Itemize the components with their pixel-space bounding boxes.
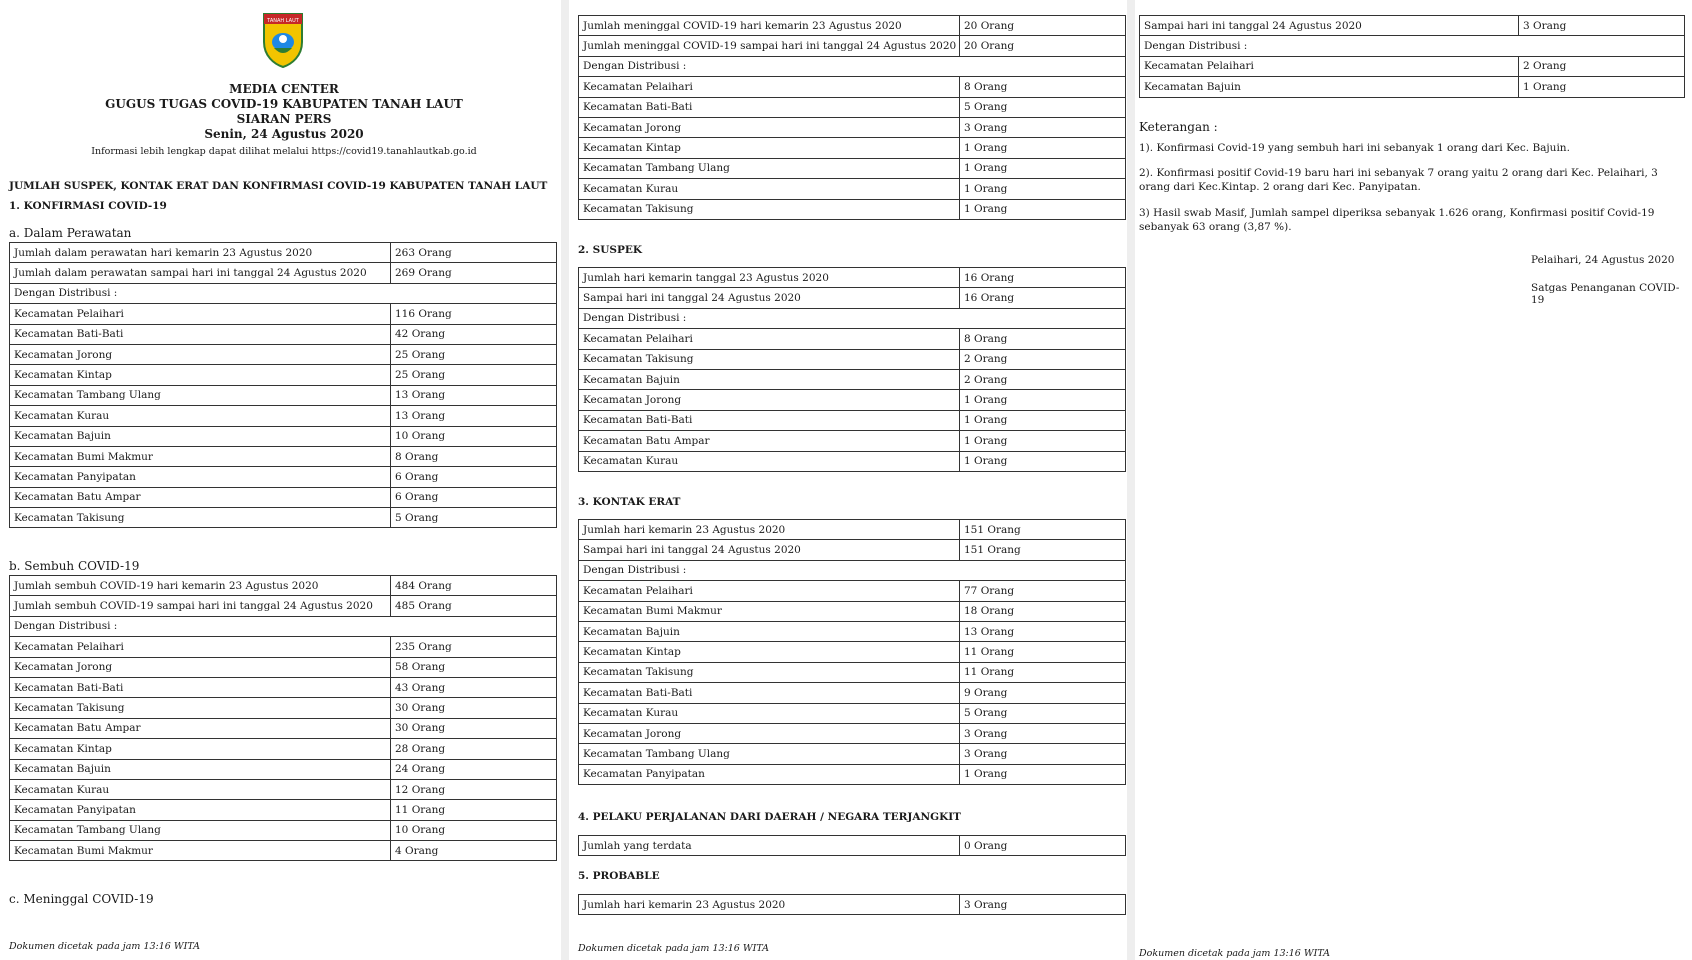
distribution-label: Dengan Distribusi : (579, 308, 1126, 328)
row-value: 484 Orang (391, 576, 557, 596)
subsection-b-title: b. Sembuh COVID-19 (9, 559, 140, 573)
header-line-siaran-pers: SIARAN PERS (236, 112, 332, 126)
table-suspek (578, 267, 1126, 472)
row-label: Kecamatan Pelaihari (10, 304, 391, 324)
row-value: 263 Orang (391, 243, 557, 263)
row-label: Kecamatan Jorong (579, 117, 960, 137)
table-row (10, 467, 557, 487)
table-row (10, 283, 557, 303)
table-row (10, 385, 557, 405)
row-label: Sampai hari ini tanggal 24 Agustus 2020 (579, 540, 960, 560)
row-label: Kecamatan Jorong (10, 344, 391, 364)
row-value: 269 Orang (391, 263, 557, 283)
row-label: Kecamatan Pelaihari (1140, 56, 1519, 76)
section-3-title: 3. KONTAK ERAT (578, 496, 681, 508)
row-value: 116 Orang (391, 304, 557, 324)
table-row (579, 158, 1126, 178)
row-label: Jumlah meninggal COVID-19 sampai hari ini tanggal 24 Agustus 2020 (579, 36, 960, 56)
keterangan-note-1: 1). Konfirmasi Covid-19 yang sembuh hari ini sebanyak 1 orang dari Kec. Bajuin. (1139, 142, 1570, 154)
distribution-label: Dengan Distribusi : (10, 283, 557, 303)
row-label: Jumlah sembuh COVID-19 sampai hari ini tanggal 24 Agustus 2020 (10, 596, 391, 616)
table-row (1140, 16, 1685, 36)
table-row (579, 179, 1126, 199)
row-label: Jumlah meninggal COVID-19 hari kemarin 23 Agustus 2020 (579, 16, 960, 36)
row-value: 20 Orang (960, 16, 1126, 36)
row-value: 3 Orang (960, 895, 1126, 915)
row-label: Jumlah hari kemarin 23 Agustus 2020 (579, 520, 960, 540)
table-row (579, 764, 1126, 784)
row-value: 1 Orang (960, 138, 1126, 158)
header-line-media-center: MEDIA CENTER (229, 82, 339, 96)
row-label: Jumlah dalam perawatan hari kemarin 23 Agustus 2020 (10, 243, 391, 263)
row-value: 24 Orang (391, 759, 557, 779)
row-label: Kecamatan Bati-Bati (10, 677, 391, 697)
row-label: Kecamatan Tambang Ulang (579, 744, 960, 764)
main-title: JUMLAH SUSPEK, KONTAK ERAT DAN KONFIRMASI COVID-19 KABUPATEN TANAH LAUT (9, 180, 548, 192)
row-value: 235 Orang (391, 637, 557, 657)
page-3-footer: Dokumen dicetak pada jam 13:16 WITA (1139, 948, 1331, 959)
row-label: Kecamatan Kintap (579, 138, 960, 158)
sign-signatory: Satgas Penanganan COVID-19 (1531, 282, 1680, 306)
table-row (10, 759, 557, 779)
row-value: 30 Orang (391, 698, 557, 718)
row-value: 2 Orang (960, 349, 1126, 369)
table-pelaku-perjalanan (578, 835, 1126, 856)
page-divider (561, 0, 569, 960)
row-label: Kecamatan Panyipatan (10, 467, 391, 487)
row-label: Kecamatan Bajuin (579, 369, 960, 389)
table-row (579, 662, 1126, 682)
row-value: 1 Orang (960, 410, 1126, 430)
subsection-c-title: c. Meninggal COVID-19 (9, 892, 154, 906)
table-row (579, 621, 1126, 641)
row-label: Kecamatan Pelaihari (579, 77, 960, 97)
table-row (10, 616, 557, 636)
header-date: Senin, 24 Agustus 2020 (204, 127, 364, 141)
row-label: Kecamatan Kurau (10, 406, 391, 426)
row-label: Jumlah hari kemarin 23 Agustus 2020 (579, 895, 960, 915)
row-label: Kecamatan Bati-Bati (579, 410, 960, 430)
row-label: Kecamatan Kurau (10, 779, 391, 799)
row-value: 1 Orang (960, 199, 1126, 219)
table-row (10, 820, 557, 840)
table-row (10, 426, 557, 446)
row-label: Kecamatan Jorong (10, 657, 391, 677)
row-value: 8 Orang (960, 329, 1126, 349)
row-label: Kecamatan Bati-Bati (579, 683, 960, 703)
row-value: 1 Orang (960, 431, 1126, 451)
row-value: 11 Orang (960, 662, 1126, 682)
distribution-label: Dengan Distribusi : (1140, 36, 1685, 56)
table-row (579, 520, 1126, 540)
row-value: 8 Orang (960, 77, 1126, 97)
row-value: 25 Orang (391, 365, 557, 385)
table-row (10, 800, 557, 820)
row-label: Kecamatan Kintap (10, 365, 391, 385)
table-row (579, 77, 1126, 97)
row-label: Sampai hari ini tanggal 24 Agustus 2020 (1140, 16, 1519, 36)
table-row (10, 677, 557, 697)
table-row (579, 56, 1126, 76)
row-label: Kecamatan Panyipatan (10, 800, 391, 820)
row-label: Kecamatan Bumi Makmur (579, 601, 960, 621)
table-row (579, 540, 1126, 560)
table-dalam-perawatan (9, 242, 557, 528)
row-value: 151 Orang (960, 540, 1126, 560)
table-row (10, 243, 557, 263)
row-value: 16 Orang (960, 268, 1126, 288)
keterangan-title: Keterangan : (1139, 120, 1218, 134)
table-row (10, 576, 557, 596)
row-value: 1 Orang (960, 179, 1126, 199)
row-value: 42 Orang (391, 324, 557, 344)
row-value: 30 Orang (391, 718, 557, 738)
row-label: Kecamatan Takisung (579, 349, 960, 369)
row-label: Kecamatan Bajuin (10, 426, 391, 446)
row-value: 13 Orang (391, 385, 557, 405)
table-row (579, 601, 1126, 621)
row-value: 77 Orang (960, 581, 1126, 601)
subsection-a-title: a. Dalam Perawatan (9, 226, 132, 240)
row-label: Kecamatan Pelaihari (579, 329, 960, 349)
row-value: 10 Orang (391, 820, 557, 840)
table-row (10, 304, 557, 324)
row-value: 25 Orang (391, 344, 557, 364)
row-label: Kecamatan Batu Ampar (10, 487, 391, 507)
table-row (579, 683, 1126, 703)
row-label: Kecamatan Bajuin (10, 759, 391, 779)
row-label: Kecamatan Takisung (579, 662, 960, 682)
table-row (579, 560, 1126, 580)
row-value: 6 Orang (391, 487, 557, 507)
row-value: 4 Orang (391, 841, 557, 861)
row-label: Kecamatan Bati-Bati (10, 324, 391, 344)
table-row (10, 344, 557, 364)
row-value: 5 Orang (391, 508, 557, 528)
table-row (10, 779, 557, 799)
row-label: Kecamatan Batu Ampar (579, 431, 960, 451)
row-label: Kecamatan Bajuin (579, 621, 960, 641)
table-row (10, 637, 557, 657)
table-row (10, 487, 557, 507)
table-row (579, 308, 1126, 328)
table-row (579, 369, 1126, 389)
row-value: 3 Orang (960, 723, 1126, 743)
header-line-gugus-tugas: GUGUS TUGAS COVID-19 KABUPATEN TANAH LAUT (105, 97, 463, 111)
row-value: 58 Orang (391, 657, 557, 677)
table-row (1140, 36, 1685, 56)
table-row (1140, 56, 1685, 76)
distribution-label: Dengan Distribusi : (579, 56, 1126, 76)
row-value: 1 Orang (960, 764, 1126, 784)
row-label: Kecamatan Bumi Makmur (10, 446, 391, 466)
row-label: Kecamatan Bajuin (1140, 77, 1519, 97)
row-label: Kecamatan Bati-Bati (579, 97, 960, 117)
table-row (579, 895, 1126, 915)
row-label: Kecamatan Panyipatan (579, 764, 960, 784)
table-row (579, 117, 1126, 137)
table-probable-a (578, 894, 1126, 915)
row-label: Kecamatan Kurau (579, 451, 960, 471)
table-probable-b (1139, 15, 1685, 98)
table-row (579, 349, 1126, 369)
row-label: Kecamatan Pelaihari (10, 637, 391, 657)
row-label: Jumlah hari kemarin tanggal 23 Agustus 2020 (579, 268, 960, 288)
row-value: 18 Orang (960, 601, 1126, 621)
row-value: 3 Orang (960, 117, 1126, 137)
row-value: 2 Orang (960, 369, 1126, 389)
row-value: 0 Orang (960, 836, 1126, 856)
table-row (579, 199, 1126, 219)
table-row (579, 431, 1126, 451)
row-label: Kecamatan Bumi Makmur (10, 841, 391, 861)
row-value: 10 Orang (391, 426, 557, 446)
row-label: Kecamatan Kurau (579, 703, 960, 723)
distribution-label: Dengan Distribusi : (579, 560, 1126, 580)
table-row (579, 36, 1126, 56)
row-value: 28 Orang (391, 739, 557, 759)
table-row (579, 642, 1126, 662)
table-row (579, 744, 1126, 764)
table-row (579, 703, 1126, 723)
table-row (1140, 77, 1685, 97)
table-row (10, 739, 557, 759)
row-value: 8 Orang (391, 446, 557, 466)
keterangan-note-3: 3) Hasil swab Masif, Jumlah sampel diperiksa sebanyak 1.626 orang, Konfirmasi positif Covid-19 sebanyak 63 orang (3,87 %). (1139, 207, 1655, 233)
page-1-footer: Dokumen dicetak pada jam 13:16 WITA (9, 941, 201, 952)
row-value: 3 Orang (960, 744, 1126, 764)
section-5-title: 5. PROBABLE (578, 870, 660, 882)
row-label: Kecamatan Kintap (579, 642, 960, 662)
keterangan-note-2: 2). Konfirmasi positif Covid-19 baru hari ini sebanyak 7 orang yaitu 2 orang dari Kec. Pelaihari, 3 orang dari Kec.Kintap. 2 orang dari Kec. Panyipatan. (1139, 167, 1658, 193)
row-label: Kecamatan Tambang Ulang (579, 158, 960, 178)
table-meninggal (578, 15, 1126, 220)
table-row (10, 406, 557, 426)
row-value: 43 Orang (391, 677, 557, 697)
table-row (10, 718, 557, 738)
row-value: 1 Orang (960, 451, 1126, 471)
table-row (579, 288, 1126, 308)
sign-place-date: Pelaihari, 24 Agustus 2020 (1531, 254, 1675, 266)
header-info-link: Informasi lebih lengkap dapat dilihat melalui https://covid19.tanahlautkab.go.id (91, 146, 477, 157)
table-row (10, 263, 557, 283)
table-row (579, 410, 1126, 430)
row-label: Kecamatan Takisung (10, 698, 391, 718)
table-row (10, 841, 557, 861)
row-value: 3 Orang (1519, 16, 1685, 36)
svg-text:TANAH LAUT: TANAH LAUT (267, 18, 299, 24)
row-value: 13 Orang (391, 406, 557, 426)
table-kontak-erat (578, 519, 1126, 785)
row-label: Jumlah sembuh COVID-19 hari kemarin 23 Agustus 2020 (10, 576, 391, 596)
row-label: Kecamatan Jorong (579, 390, 960, 410)
table-row (579, 581, 1126, 601)
tanah-laut-logo (262, 12, 304, 68)
row-label: Kecamatan Batu Ampar (10, 718, 391, 738)
table-sembuh (9, 575, 557, 861)
row-value: 12 Orang (391, 779, 557, 799)
section-1-title: 1. KONFIRMASI COVID-19 (9, 200, 167, 212)
row-label: Jumlah yang terdata (579, 836, 960, 856)
row-label: Jumlah dalam perawatan sampai hari ini tanggal 24 Agustus 2020 (10, 263, 391, 283)
row-label: Kecamatan Jorong (579, 723, 960, 743)
row-value: 1 Orang (1519, 77, 1685, 97)
table-row (579, 390, 1126, 410)
table-row (579, 451, 1126, 471)
row-value: 5 Orang (960, 97, 1126, 117)
row-label: Sampai hari ini tanggal 24 Agustus 2020 (579, 288, 960, 308)
section-2-title: 2. SUSPEK (578, 244, 642, 256)
row-value: 13 Orang (960, 621, 1126, 641)
table-row (10, 657, 557, 677)
row-value: 11 Orang (960, 642, 1126, 662)
table-row (579, 836, 1126, 856)
distribution-label: Dengan Distribusi : (10, 616, 557, 636)
row-value: 11 Orang (391, 800, 557, 820)
table-row (10, 698, 557, 718)
row-value: 1 Orang (960, 158, 1126, 178)
row-value: 485 Orang (391, 596, 557, 616)
row-value: 16 Orang (960, 288, 1126, 308)
table-row (579, 97, 1126, 117)
row-value: 6 Orang (391, 467, 557, 487)
table-row (10, 324, 557, 344)
row-label: Kecamatan Takisung (10, 508, 391, 528)
table-row (10, 365, 557, 385)
table-row (579, 723, 1126, 743)
row-value: 9 Orang (960, 683, 1126, 703)
page-2-footer: Dokumen dicetak pada jam 13:16 WITA (578, 943, 770, 954)
table-row (579, 268, 1126, 288)
row-value: 20 Orang (960, 36, 1126, 56)
table-row (10, 446, 557, 466)
row-label: Kecamatan Kurau (579, 179, 960, 199)
row-value: 5 Orang (960, 703, 1126, 723)
row-value: 151 Orang (960, 520, 1126, 540)
table-row (10, 596, 557, 616)
row-label: Kecamatan Tambang Ulang (10, 820, 391, 840)
row-label: Kecamatan Takisung (579, 199, 960, 219)
row-label: Kecamatan Pelaihari (579, 581, 960, 601)
row-value: 1 Orang (960, 390, 1126, 410)
row-value: 2 Orang (1519, 56, 1685, 76)
table-row (579, 16, 1126, 36)
row-label: Kecamatan Tambang Ulang (10, 385, 391, 405)
table-row (579, 329, 1126, 349)
table-row (579, 138, 1126, 158)
table-row (10, 508, 557, 528)
section-4-title: 4. PELAKU PERJALANAN DARI DAERAH / NEGARA TERJANGKIT (578, 811, 961, 823)
page-divider (1127, 0, 1135, 960)
row-label: Kecamatan Kintap (10, 739, 391, 759)
